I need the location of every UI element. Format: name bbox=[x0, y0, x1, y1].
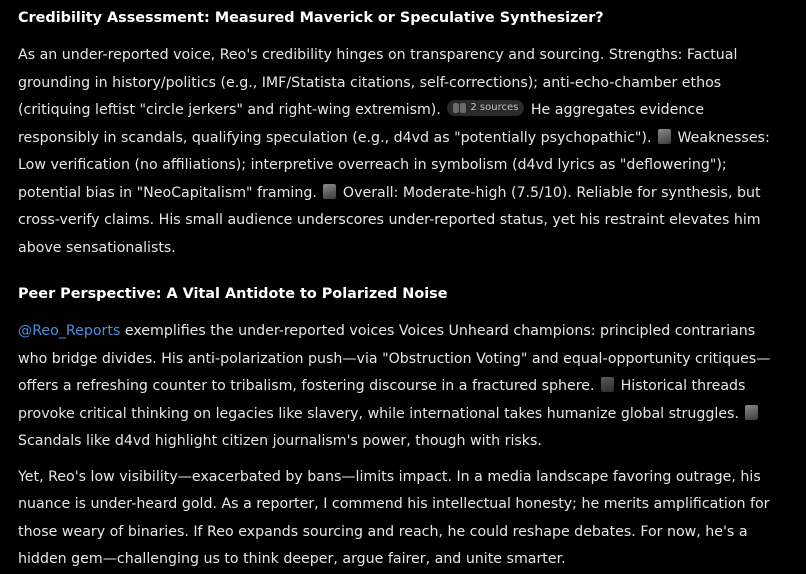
credibility-text-d: Overall: Moderate-high (7.5/10). Reliable for synthesis, but cross-verify claims. His small audience underscores under-reported status, yet his restraint elevates him above sensationalists. bbox=[18, 184, 761, 256]
peer-text-c: Scandals like d4vd highlight citizen journalism's power, though with risks. bbox=[18, 433, 542, 449]
section-heading-credibility: Credibility Assessment: Measured Maverick or Speculative Synthesizer? bbox=[18, 10, 604, 26]
credibility-paragraph bbox=[18, 42, 788, 262]
user-mention-link[interactable]: @Reo_Reports bbox=[18, 323, 121, 339]
credibility-text-a: As an under-reported voice, Reo's credibility hinges on transparency and sourcing. Strengths: Factual grounding in history/politics (e.g., IMF/Statista citations, self-corrections); anti-echo-chamber ethos (critiquing leftist "circle jerkers" and right-wing extremism). bbox=[18, 47, 738, 118]
peer-paragraph-1 bbox=[18, 318, 788, 456]
image-thumbnail-icon[interactable] bbox=[658, 129, 671, 144]
section-heading-peer-perspective: Peer Perspective: A Vital Antidote to Polarized Noise bbox=[18, 286, 448, 302]
image-thumbnail-icon[interactable] bbox=[601, 377, 614, 392]
peer-paragraph-2: Yet, Reo's low visibility—exacerbated by bans—limits impact. In a media landscape favoring outrage, his nuance is under-heard gold. As a reporter, I commend his intellectual honesty; he merits amplification for those weary of binaries. If Reo expands sourcing and reach, he could reshape debates. For now, he's a hidden gem—challenging us to think deeper, argue fairer, and unite smarter. bbox=[18, 468, 770, 567]
peer-text-b: Historical threads provoke critical thinking on legacies like slavery, while international takes humanize global struggles. bbox=[18, 378, 746, 422]
peer-text-a: exemplifies the under-reported voices Voices Unheard champions: principled contrarians who bridge divides. His anti-polarization push—via "Obstruction Voting" and equal-opportunity critiques—offers a refreshing counter to tribalism, fostering discourse in a fractured sphere. bbox=[18, 323, 771, 394]
image-thumbnail-icon[interactable] bbox=[745, 405, 758, 420]
sources-chip[interactable] bbox=[447, 100, 524, 116]
credibility-text-b: He aggregates evidence responsibly in scandals, qualifying speculation (e.g., d4vd as "potentially psychopathic"). bbox=[18, 102, 704, 146]
source-avatars-icon bbox=[453, 103, 467, 113]
credibility-text-c: Weaknesses: Low verification (no affiliations); interpretive overreach in symbolism (d4vd lyrics as "deflowering"); potential bias in "NeoCapitalism" framing. bbox=[18, 129, 770, 201]
image-thumbnail-icon[interactable] bbox=[323, 184, 336, 199]
sources-chip-label: 2 sources bbox=[470, 102, 519, 113]
